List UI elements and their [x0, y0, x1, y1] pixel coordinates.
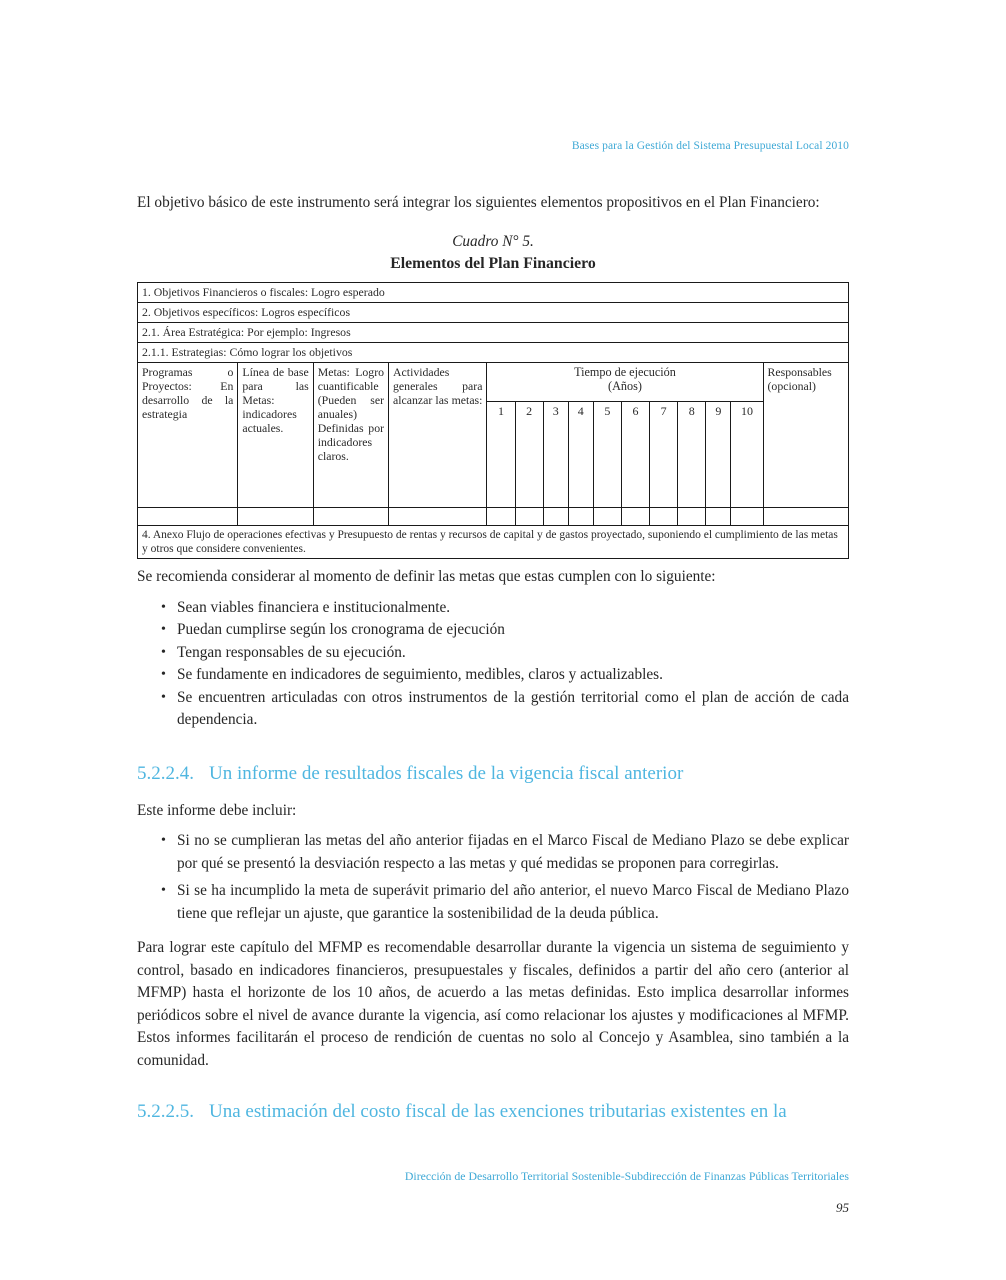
page-number: 95	[836, 1200, 849, 1215]
table-caption-title: Elementos del Plan Financiero	[390, 255, 596, 273]
empty-cell	[543, 508, 568, 526]
empty-cell	[487, 508, 515, 526]
column-header-tiempo-ejecucion	[487, 363, 763, 402]
list-item: • Se encuentren articuladas con otros instrumentos de la gestión territorial como el plan de acción de cada dependencia.	[161, 688, 849, 729]
empty-cell	[389, 508, 487, 526]
list-item: • Puedan cumplirse según los cronograma de ejecución	[137, 619, 849, 642]
list-item: • Si no se cumplieran las metas del año anterior fijadas en el Marco Fiscal de Mediano Plazo se debe explicar por qué se presentó la desviación respecto a las metas y qué medidas se proponen para corregirlas.	[161, 832, 849, 872]
footer-text: Dirección de Desarrollo Territorial Sostenible-Subdirección de Finanzas Públicas Territoriales	[404, 1169, 849, 1183]
recommend-lead: Se recomienda considerar al momento de definir las metas que estas cumplen con lo siguiente:	[137, 568, 716, 586]
bullet-icon: •	[161, 599, 166, 615]
table-line-4: 2.1.1. Estrategias: Cómo lograr los objetivos	[138, 343, 849, 363]
year-cell-2: 2	[515, 402, 543, 508]
empty-cell	[313, 508, 388, 526]
list-item: • Si se ha incumplido la meta de superávit primario del año anterior, el nuevo Marco Fiscal de Mediano Plazo tiene que reflejar un ajuste, que garantice la sostenibilidad de la deuda pública.	[161, 882, 849, 922]
bullet-icon: •	[161, 622, 166, 638]
table-empty-row	[138, 508, 849, 526]
table-row	[138, 526, 849, 559]
list-item: • Se fundamente en indicadores de seguimiento, medibles, claros y actualizables.	[137, 664, 849, 687]
bullet-icon: •	[161, 883, 166, 899]
bullet-icon: •	[161, 689, 166, 705]
year-cell-7: 7	[650, 402, 678, 508]
empty-cell	[650, 508, 678, 526]
year-cell-10: 10	[731, 402, 763, 508]
section-number: 5.2.2.5.	[137, 1101, 194, 1123]
table-row	[138, 303, 849, 323]
running-head: Bases para la Gestión del Sistema Presupuestal Local 2010	[571, 140, 849, 152]
responsables-line-1: Responsables	[767, 365, 832, 380]
column-header-responsables	[763, 363, 849, 508]
column-header-linea-base: Línea de base para las Metas: indicadores actuales.	[238, 363, 313, 508]
empty-cell	[138, 508, 238, 526]
section-title: Un informe de resultados fiscales de la vigencia fiscal anterior	[209, 762, 684, 784]
table-row	[138, 283, 849, 303]
empty-cell	[763, 508, 849, 526]
section-heading-5-2-2-4	[137, 762, 849, 786]
column-header-programas: Programas o Proyectos: En desarrollo de la estrategia	[138, 363, 238, 508]
plan-financiero-table	[137, 282, 849, 559]
section-5224-closing-paragraph: Para lograr este capítulo del MFMP es recomendable desarrollar durante la vigencia un sistema de seguimiento y control, basado en indicadores financieros, presupuestales y fiscales, definidos a partir del año cero (anterior al MFMP) hasta el horizonte de los 10 años, de acuerdo a las metas definidas. Esto implica desarrollar informes periódicos sobre el nivel de avance durante la vigencia, así como relacionar los ajustes y modificaciones al MFMP. Estos informes facilitarán el proceso de rendición de cuentas no solo al Concejo y Asamblea, sino también a la comunidad.	[137, 939, 849, 1069]
section-heading-5-2-2-5	[137, 1100, 849, 1124]
table-row	[138, 343, 849, 363]
year-cell-8: 8	[678, 402, 706, 508]
table-caption-number: Cuadro N° 5.	[452, 233, 534, 251]
section-number: 5.2.2.4.	[137, 762, 194, 784]
tiempo-subtitle: (Años)	[608, 379, 642, 394]
tiempo-title: Tiempo de ejecución	[574, 365, 676, 380]
responsables-line-2: (opcional)	[767, 379, 816, 394]
table-row	[138, 323, 849, 343]
table-line-1: 1. Objetivos Financieros o fiscales: Logro esperado	[138, 283, 849, 303]
bullet-icon: •	[161, 833, 166, 849]
list-item: • Sean viables financiera e institucionalmente.	[137, 597, 849, 620]
table-anexo-row: 4. Anexo Flujo de operaciones efectivas y Presupuesto de rentas y recursos de capital y de gastos proyectado, suponiendo el cumplimiento de las metas y otros que considere convenientes.	[138, 526, 849, 559]
section-5224-bullet-list	[137, 830, 849, 925]
empty-cell	[515, 508, 543, 526]
section-5224-lead: Este informe debe incluir:	[137, 801, 297, 819]
page-footer	[137, 1168, 849, 1216]
empty-cell	[678, 508, 706, 526]
section-title: Una estimación del costo fiscal de las exenciones tributarias existentes en la	[209, 1101, 787, 1123]
bullet-icon: •	[161, 644, 166, 660]
empty-cell	[238, 508, 313, 526]
recommend-bullet-list	[137, 597, 849, 732]
empty-cell	[593, 508, 621, 526]
year-cell-1: 1	[487, 402, 515, 508]
year-cell-3: 3	[543, 402, 568, 508]
column-header-actividades: Actividades generales para alcanzar las metas:	[389, 363, 487, 508]
empty-cell	[621, 508, 649, 526]
column-header-metas: Metas: Logro cuantificable (Pueden ser anuales) Definidas por indicadores claros.	[313, 363, 388, 508]
list-item: • Tengan responsables de su ejecución.	[137, 642, 849, 665]
table-line-3: 2.1. Área Estratégica: Por ejemplo: Ingresos	[138, 323, 849, 343]
empty-cell	[706, 508, 731, 526]
empty-cell	[731, 508, 763, 526]
empty-cell	[568, 508, 593, 526]
table-header-row	[138, 363, 849, 402]
year-cell-9: 9	[706, 402, 731, 508]
year-cell-6: 6	[621, 402, 649, 508]
intro-paragraph: El objetivo básico de este instrumento será integrar los siguientes elementos propositivos en el Plan Financiero:	[137, 193, 820, 211]
page-content	[137, 140, 849, 1138]
table-line-2: 2. Objetivos específicos: Logros específicos	[138, 303, 849, 323]
year-cell-5: 5	[593, 402, 621, 508]
bullet-icon: •	[161, 667, 166, 683]
year-cell-4: 4	[568, 402, 593, 508]
